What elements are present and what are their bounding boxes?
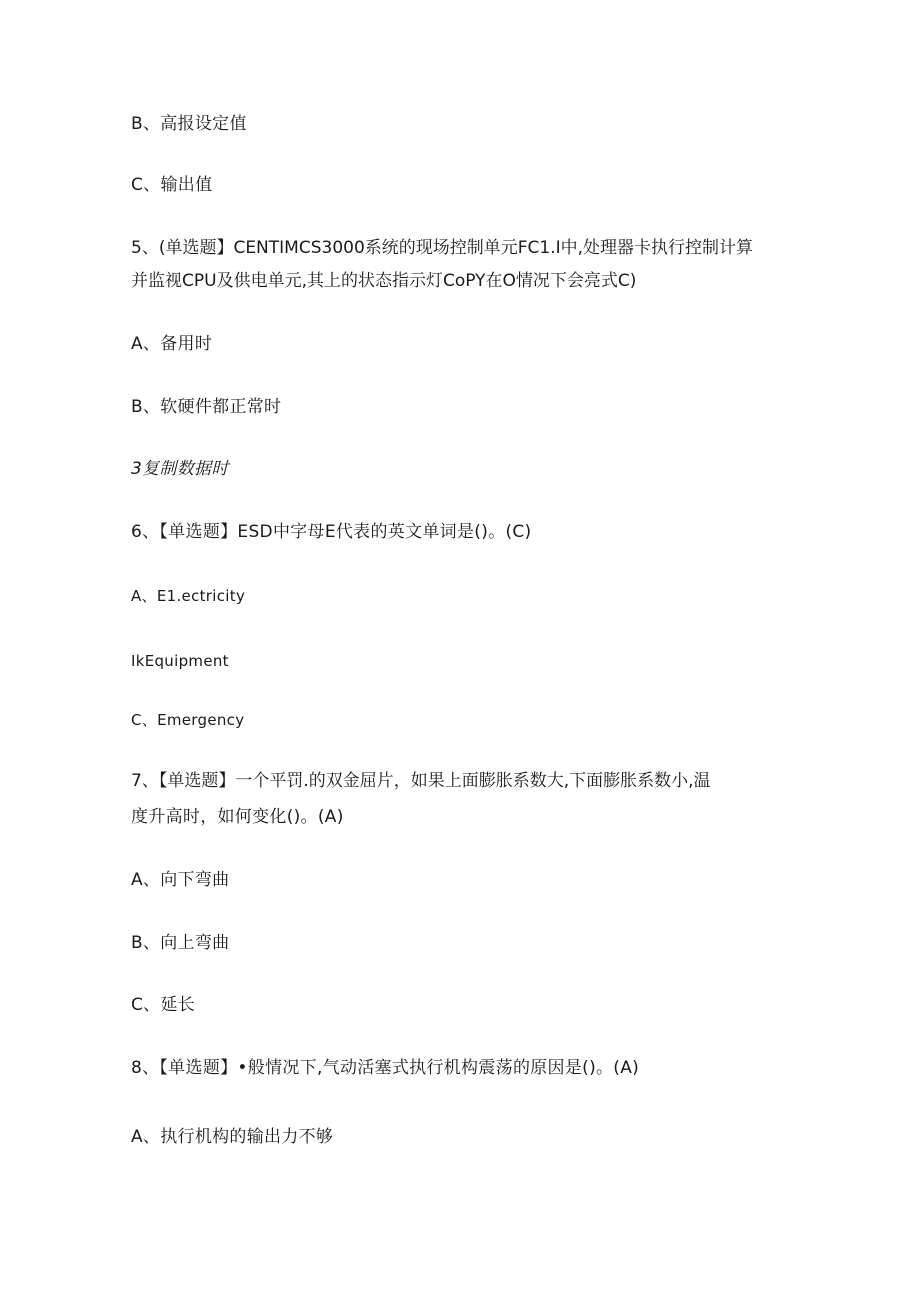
option-c-q6: C、Emergency [131,711,245,729]
question-5-line-2: 并监视CPU及供电单元,其上的状态指示灯CoPY在O情况下会亮式C) [131,271,637,291]
option-b-q7: B、向上弯曲 [131,933,230,953]
option-b-q6: IkEquipment [131,652,229,670]
option-a-q8: A、执行机构的输出力不够 [131,1127,334,1147]
option-a-q5: A、备用时 [131,334,213,354]
question-7-line-1: 7、【单选题】一个平罚.的双金屈片，如果上面膨胀系数大,下面膨胀系数小,温 [131,771,711,791]
question-8: 8、【单选题】•般情况下,气动活塞式执行机构震荡的原因是()。(A) [131,1058,640,1078]
option-b-q4: B、高报设定值 [131,114,247,134]
question-7-line-2: 度升高时，如何变化()。(A) [131,807,344,827]
question-5-line-1: 5、(单选题】CENTIMCS3000系统的现场控制单元FC1.I中,处理器卡执行控制计算 [131,238,754,258]
option-a-q7: A、向下弯曲 [131,870,230,890]
option-b-q5: B、软硬件都正常时 [131,397,282,417]
option-a-q6: A、E1.ectricity [131,587,246,605]
option-c-q5: 3复制数据时 [131,459,229,479]
option-c-q4: C、输出值 [131,175,213,195]
option-c-q7: C、延长 [131,995,196,1015]
question-6: 6、【单选题】ESD中字母E代表的英文单词是()。(C) [131,522,532,542]
